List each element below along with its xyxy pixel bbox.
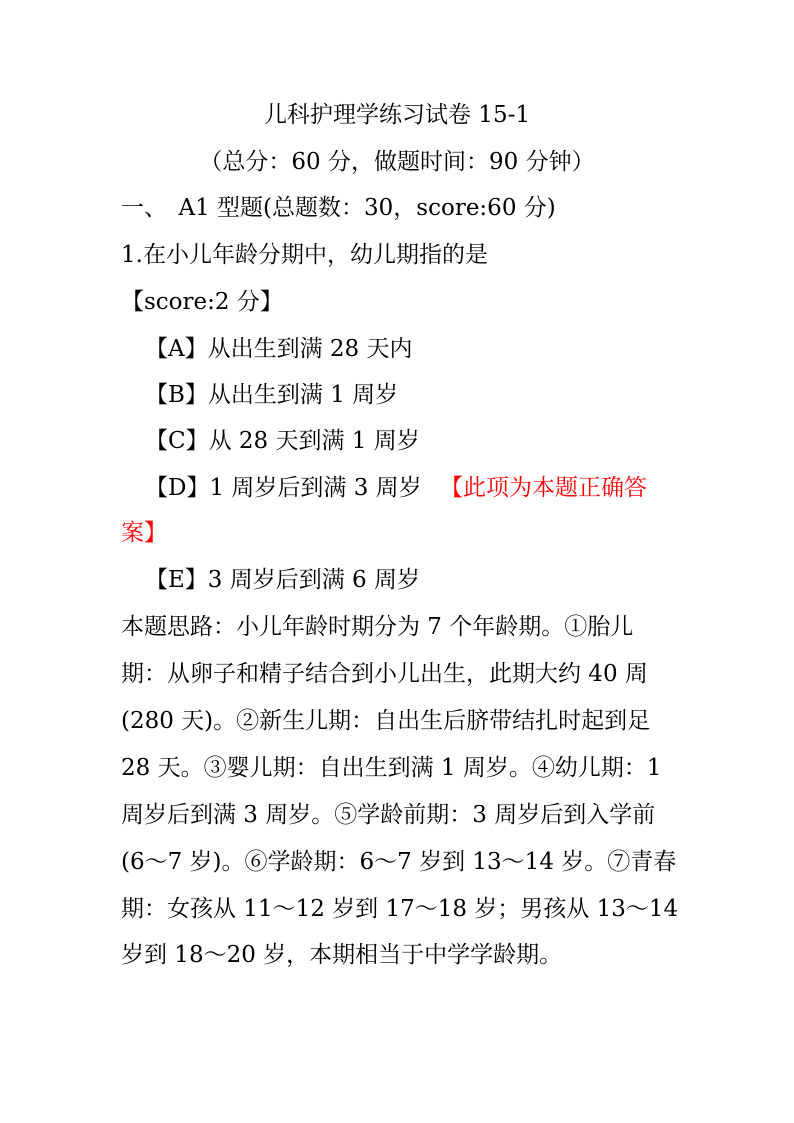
analysis-line: 期：女孩从 11～12 岁到 17～18 岁；男孩从 13～14 [121,896,679,922]
analysis-line: 岁到 18～20 岁，本期相当于中学学龄期。 [121,942,563,968]
doc-title: 儿科护理学练习试卷 15-1 [264,102,530,128]
option-e: 【E】3 周岁后到满 6 周岁 [145,567,420,593]
analysis-line: 周岁后到满 3 周岁。⑤学龄前期：3 周岁后到入学前 [121,802,656,828]
analysis-line: (6～7 岁)。⑥学龄期：6～7 岁到 13～14 岁。⑦青春 [121,849,677,875]
correct-answer-mark: 【此项为本题正确答 [440,475,647,501]
option-d: 【D】1 周岁后到满 3 周岁 [145,475,422,501]
question-score: 【score:2 分】 [121,289,283,315]
option-c: 【C】从 28 天到满 1 周岁 [145,428,420,454]
option-b: 【B】从出生到满 1 周岁 [145,382,399,408]
question-stem: 1.在小儿年龄分期中，幼儿期指的是 [121,242,488,268]
analysis-line: 28 天。③婴儿期：自出生到满 1 周岁。④幼儿期：1 [121,755,662,781]
analysis-line: 期：从卵子和精子结合到小儿出生，此期大约 40 周 [121,661,648,687]
section-heading: 一、 A1 型题(总题数：30，score:60 分) [121,195,556,221]
doc-subtitle: （总分：60 分，做题时间：90 分钟） [199,149,595,175]
analysis-line: 本题思路：小儿年龄时期分为 7 个年龄期。①胎儿 [121,614,634,640]
correct-answer-mark-cont: 案】 [121,520,167,546]
analysis-line: (280 天)。②新生儿期：自出生后脐带结扎时起到足 [121,708,651,734]
option-a: 【A】从出生到满 28 天内 [145,336,413,362]
